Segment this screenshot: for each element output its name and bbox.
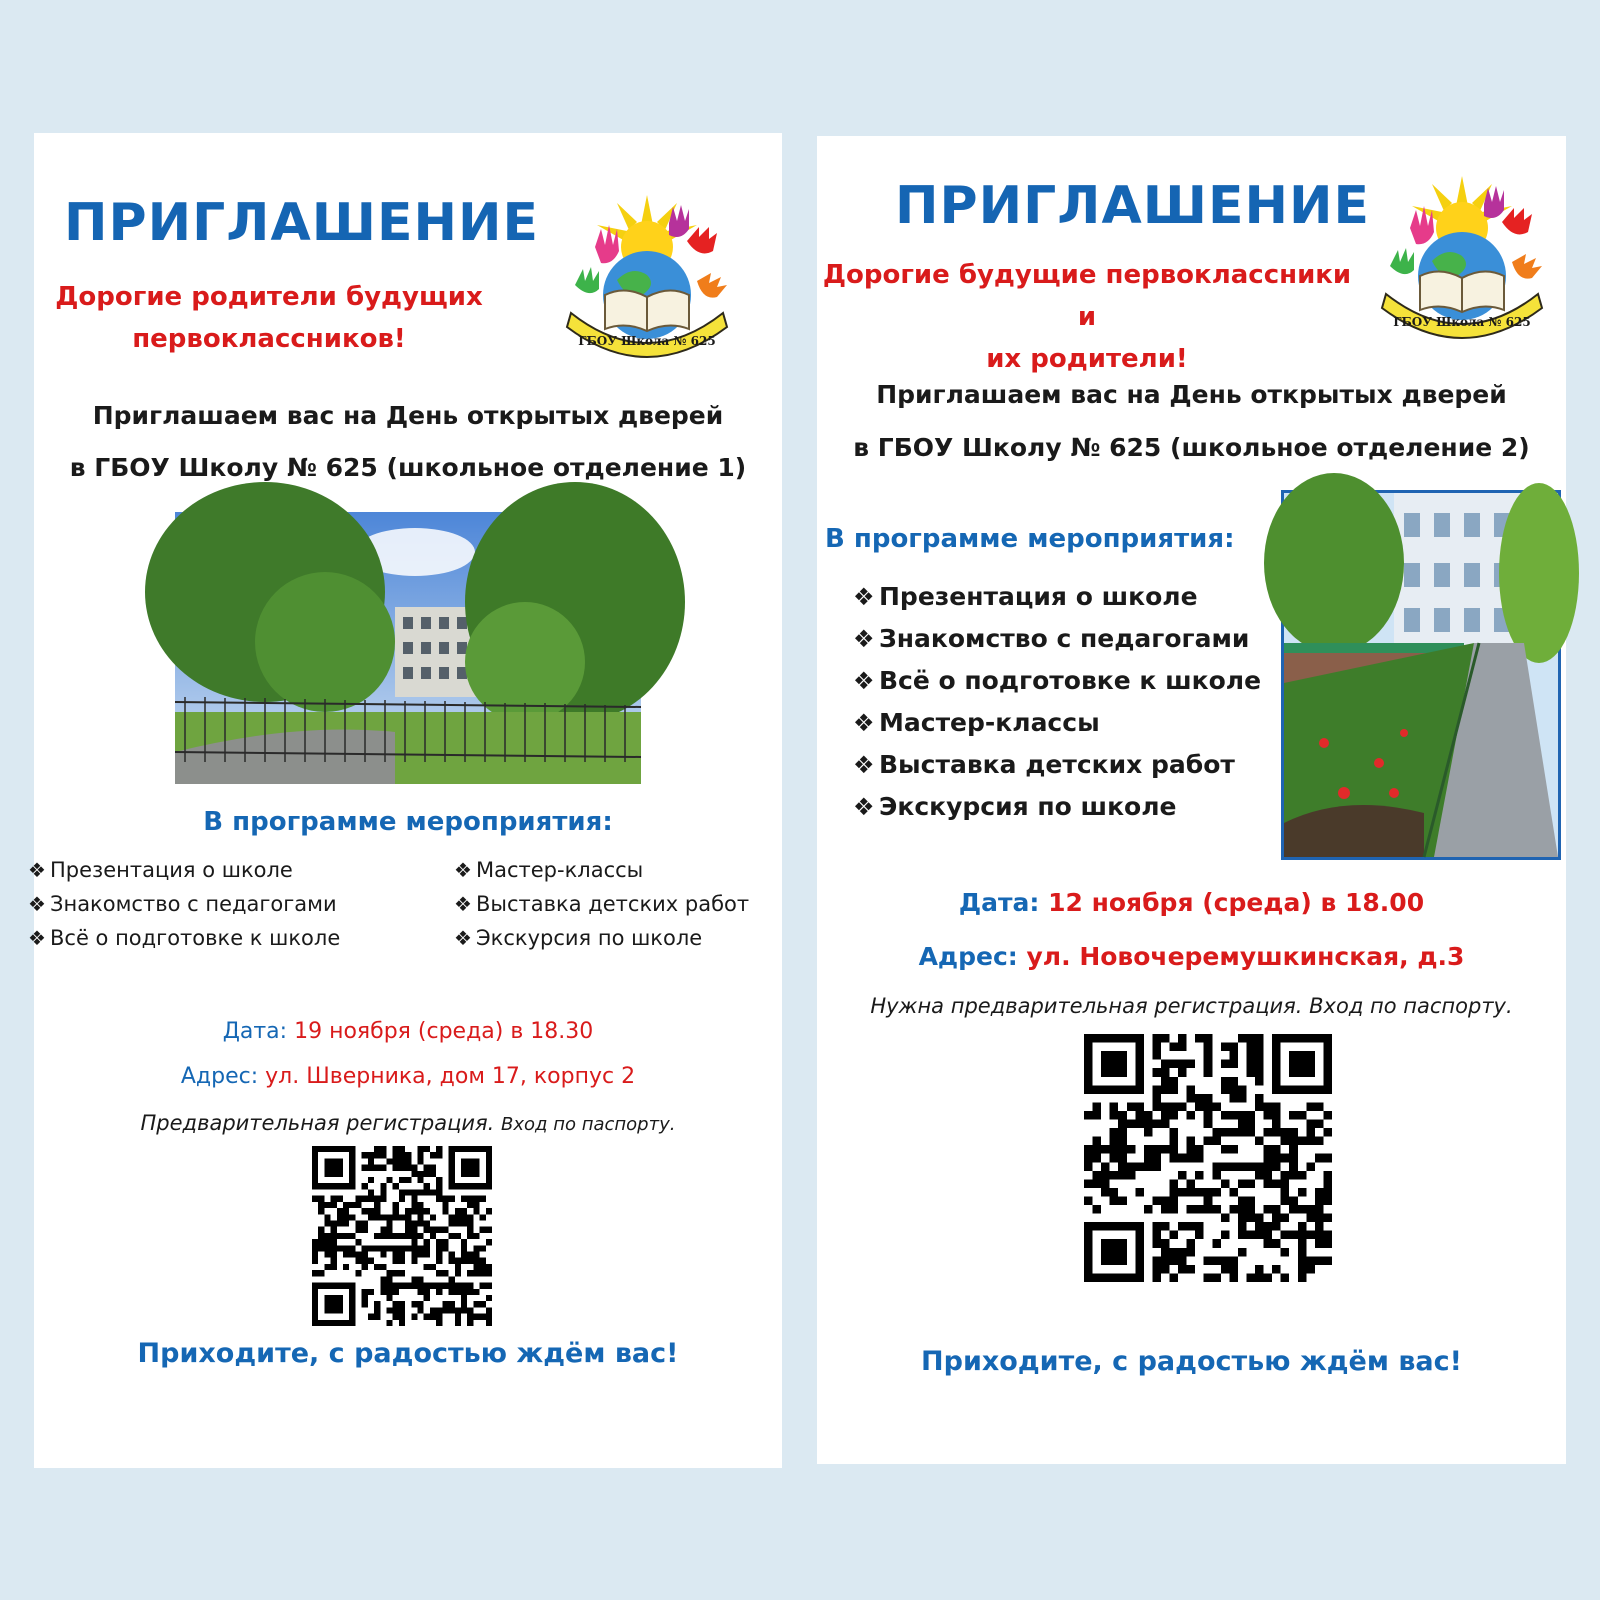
program-heading: В программе мероприятия: xyxy=(825,524,1235,554)
flyer-title: ПРИГЛАШЕНИЕ xyxy=(895,176,1371,236)
school-logo-icon xyxy=(1372,166,1552,341)
greeting-line-2: их родители! xyxy=(986,344,1188,374)
bullet-diamond-icon: ❖ xyxy=(853,667,875,695)
bullet-diamond-icon: ❖ xyxy=(28,892,46,916)
program-item: ❖ Всё о подготовке к школе xyxy=(28,921,340,955)
invitation-flyer-2 xyxy=(817,136,1566,1464)
greeting xyxy=(817,254,1357,380)
bullet-diamond-icon: ❖ xyxy=(454,926,472,950)
closing-message: Приходите, с радостью ждём вас! xyxy=(137,1338,679,1369)
greeting-line-1: Дорогие будущие первоклассники и xyxy=(822,260,1352,332)
program-item: ❖ Знакомство с педагогами xyxy=(28,887,340,921)
school-photo xyxy=(175,512,641,784)
greeting-line-1: Дорогие родители будущих xyxy=(55,282,483,312)
flyer-title: ПРИГЛАШЕНИЕ xyxy=(64,193,540,253)
program-item: ❖ Экскурсия по школе xyxy=(454,921,749,955)
registration-note: Нужна предварительная регистрация. Вход по паспорту. xyxy=(870,994,1513,1018)
greeting xyxy=(34,276,504,360)
program-item: ❖ Выставка детских работ xyxy=(454,887,749,921)
program-item: ❖ Мастер-классы xyxy=(454,853,749,887)
invitation-flyer-1 xyxy=(28,133,782,1468)
event-address: Адрес: ул. Шверника, дом 17, корпус 2 xyxy=(180,1064,636,1089)
intro-line-1: Приглашаем вас на День открытых дверей xyxy=(92,401,724,430)
bullet-diamond-icon: ❖ xyxy=(853,583,875,611)
intro-line-2: в ГБОУ Школу № 625 (школьное отделение 2) xyxy=(853,433,1530,462)
qr-code-icon[interactable] xyxy=(312,1146,492,1326)
bullet-diamond-icon: ❖ xyxy=(853,625,875,653)
bullet-diamond-icon: ❖ xyxy=(853,751,875,779)
logo-text: ГБОУ Школа № 625 xyxy=(578,334,716,348)
bullet-diamond-icon: ❖ xyxy=(454,892,472,916)
school-photo xyxy=(1281,490,1561,860)
program-list-right xyxy=(454,853,749,955)
program-heading: В программе мероприятия: xyxy=(203,807,613,837)
school-logo-icon xyxy=(557,185,737,360)
logo-text: ГБОУ Школа № 625 xyxy=(1393,315,1531,329)
bullet-diamond-icon: ❖ xyxy=(28,858,46,882)
qr-code-icon[interactable] xyxy=(1084,1034,1332,1282)
program-item: ❖ Знакомство с педагогами xyxy=(853,618,1261,660)
event-date: Дата: 19 ноября (среда) в 18.30 xyxy=(222,1019,594,1044)
program-list-left xyxy=(28,853,340,955)
event-date: Дата: 12 ноября (среда) в 18.00 xyxy=(958,888,1425,917)
event-address: Адрес: ул. Новочеремушкинская, д.3 xyxy=(918,942,1465,971)
greeting-line-2: первоклассников! xyxy=(132,324,406,354)
registration-note: Предварительная регистрация. Вход по паспорту. xyxy=(140,1111,676,1135)
program-item: ❖ Всё о подготовке к школе xyxy=(853,660,1261,702)
program-list xyxy=(853,576,1261,828)
program-item: ❖ Экскурсия по школе xyxy=(853,786,1261,828)
bullet-diamond-icon: ❖ xyxy=(28,926,46,950)
bullet-diamond-icon: ❖ xyxy=(853,709,875,737)
intro-line-1: Приглашаем вас на День открытых дверей xyxy=(876,380,1507,409)
program-item: ❖ Выставка детских работ xyxy=(853,744,1261,786)
bullet-diamond-icon: ❖ xyxy=(454,858,472,882)
intro-line-2: в ГБОУ Школу № 625 (школьное отделение 1) xyxy=(69,453,747,482)
program-item: ❖ Презентация о школе xyxy=(28,853,340,887)
program-item: ❖ Мастер-классы xyxy=(853,702,1261,744)
bullet-diamond-icon: ❖ xyxy=(853,793,875,821)
closing-message: Приходите, с радостью ждём вас! xyxy=(921,1346,1462,1377)
program-item: ❖ Презентация о школе xyxy=(853,576,1261,618)
